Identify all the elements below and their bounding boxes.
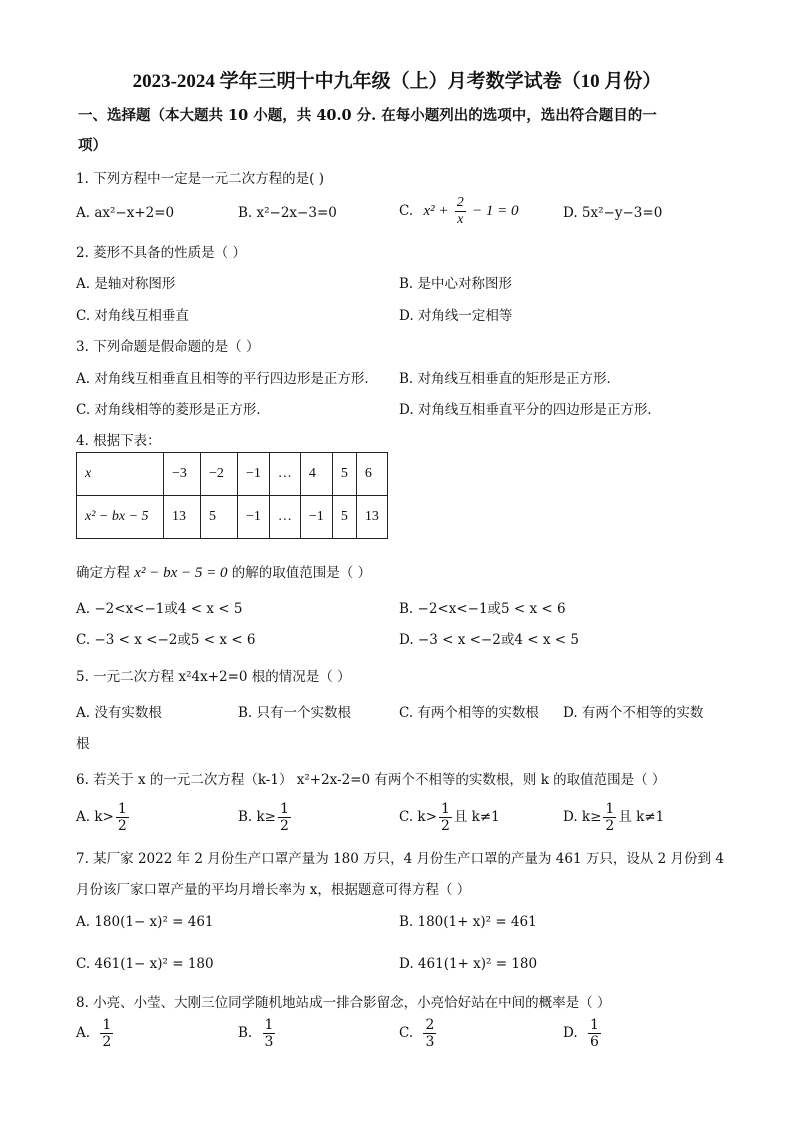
question-7-line2: 月份该厂家口罩产量的平均月增长率为 x，根据题意可得方程（ ）	[76, 882, 471, 898]
q6-d-num: 1	[605, 801, 615, 817]
question-3-stem: 3. 下列命题是假命题的是（ ）	[76, 339, 260, 355]
table-cell: 6	[356, 453, 387, 496]
q6-d-fraction	[603, 802, 616, 833]
q4-option-d: D. −3 < x <−2或4 < x < 5	[399, 632, 579, 648]
page-title: 2023-2024 学年三明十中九年级（上）月考数学试卷（10 月份）	[132, 71, 662, 92]
q6-d-pre: D. k≥	[563, 809, 602, 825]
table-cell: x² − bx − 5	[77, 496, 164, 539]
q4-option-a: A. −2<x<−1或4 < x < 5	[76, 601, 243, 617]
q3-option-b: B. 对角线互相垂直的矩形是正方形．	[399, 371, 621, 387]
q8-a-den: 2	[102, 1034, 112, 1050]
q2-option-c: C. 对角线互相垂直	[76, 308, 189, 324]
q6-d-den: 2	[605, 818, 615, 834]
q7-option-c: C. 461(1− x)² = 180	[76, 956, 214, 972]
q6-option-c	[399, 802, 500, 833]
q5-option-b: B. 只有一个实数根	[238, 705, 352, 721]
q8-b-label: B.	[238, 1025, 253, 1041]
q8-c-label: C.	[399, 1025, 414, 1041]
q8-c-den: 3	[425, 1034, 435, 1050]
question-1-stem: 1. 下列方程中一定是一元二次方程的是( )	[76, 171, 324, 187]
q5-option-d-cont: 根	[76, 736, 90, 752]
table-row	[77, 496, 388, 539]
q8-option-b	[238, 1018, 277, 1049]
q5-option-c: C. 有两个相等的实数根	[399, 705, 539, 721]
q6-c-fraction	[439, 802, 452, 833]
table-cell: 13	[164, 496, 201, 539]
q6-c-post: 且 k≠1	[453, 809, 500, 825]
q6-b-den: 2	[280, 818, 289, 834]
table-cell: −1	[300, 496, 332, 539]
q1-c-fraction	[455, 196, 466, 227]
q1-option-a: A. ax²−x+2=0	[76, 205, 175, 221]
q5-option-a: A. 没有实数根	[76, 705, 162, 721]
q1-option-c	[399, 196, 519, 227]
q8-option-c	[399, 1018, 438, 1049]
q8-b-num: 1	[264, 1017, 274, 1033]
q8-option-a	[76, 1018, 115, 1049]
q6-option-b	[238, 802, 293, 833]
table-cell: …	[269, 453, 300, 496]
question-7-line1: 7. 某厂家 2022 年 2 月份生产口罩产量为 180 万只，4 月份生产口罩的产量为 461 万只，设从 2 月份到 4	[76, 851, 724, 867]
q6-option-d	[563, 802, 664, 833]
q4-ask-math: x² − bx − 5 = 0	[134, 565, 228, 581]
table-row	[77, 453, 388, 496]
q4-ask-pre: 确定方程	[76, 565, 130, 581]
q4-option-c: C. −3 < x <−2或5 < x < 6	[76, 632, 256, 648]
section-heading: 一、选择题（本大题共 10 小题，共 40.0 分. 在每小题列出的选项中，选出符合题目的一	[78, 107, 657, 124]
q6-c-den: 2	[440, 818, 450, 834]
q6-c-num: 1	[440, 801, 450, 817]
q3-option-d: D. 对角线互相垂直平分的四边形是正方形．	[399, 402, 661, 418]
question-8-stem: 8. 小亮、小莹、大刚三位同学随机地站成一排合影留念，小亮恰好站在中间的概率是（ ）	[76, 995, 611, 1011]
q3-option-a: A. 对角线互相垂直且相等的平行四边形是正方形．	[76, 371, 378, 387]
q1-c-math-post: − 1 = 0	[472, 203, 519, 219]
q4-option-b: B. −2<x<−1或5 < x < 6	[399, 601, 566, 617]
q8-b-den: 3	[264, 1034, 274, 1050]
q1-option-b: B. x²−2x−3=0	[238, 205, 337, 221]
question-2-stem: 2. 菱形不具备的性质是（ ）	[76, 245, 246, 261]
question-6-stem: 6. 若关于 x 的一元二次方程（k-1） x²+2x-2=0 有两个不相等的实数根，则 k 的取值范围是（ ）	[76, 772, 666, 788]
q5-option-d: D. 有两个不相等的实数	[563, 705, 704, 721]
question-5-stem: 5. 一元二次方程 x²4x+2=0 根的情况是（ ）	[76, 669, 351, 685]
q7-option-a: A. 180(1− x)² = 461	[76, 914, 214, 930]
q8-d-den: 6	[589, 1034, 599, 1050]
table-cell: 4	[300, 453, 332, 496]
section-heading-cont: 项）	[78, 137, 107, 154]
table-cell: 5	[332, 453, 356, 496]
q6-a-fraction	[116, 802, 129, 833]
table-cell: 5	[201, 496, 238, 539]
q6-d-post: 且 k≠1	[618, 809, 665, 825]
q1-c-den: x	[457, 212, 464, 227]
q8-a-num: 1	[102, 1017, 112, 1033]
q8-option-d	[563, 1018, 603, 1049]
table-cell: −3	[164, 453, 201, 496]
q1-option-d: D. 5x²−y−3=0	[563, 205, 663, 221]
q6-option-a	[76, 802, 131, 833]
value-table	[76, 452, 388, 539]
q3-option-c: C. 对角线相等的菱形是正方形．	[76, 402, 270, 418]
q1-option-c-label: C.	[399, 203, 414, 219]
q4-ask	[76, 561, 371, 582]
table-cell: x	[77, 453, 164, 496]
q8-a-fraction	[100, 1018, 113, 1049]
q8-b-fraction	[263, 1018, 276, 1049]
q8-c-fraction	[423, 1018, 436, 1049]
q2-option-b: B. 是中心对称图形	[399, 276, 513, 292]
q8-d-fraction	[588, 1018, 601, 1049]
q6-a-num: 1	[117, 801, 127, 817]
q6-c-pre: C. k>	[399, 809, 437, 825]
q4-ask-post: 的解的取值范围是（ ）	[231, 565, 372, 581]
q7-option-d: D. 461(1+ x)² = 180	[399, 956, 538, 972]
q6-b-fraction	[278, 802, 291, 833]
q6-b-pre: B. k≥	[238, 809, 276, 825]
q8-a-label: A.	[76, 1025, 91, 1041]
q6-b-num: 1	[280, 801, 289, 817]
q1-c-num: 2	[456, 195, 464, 210]
q2-option-a: A. 是轴对称图形	[76, 276, 176, 292]
table-cell: 5	[332, 496, 356, 539]
table-cell: 13	[356, 496, 387, 539]
q8-d-num: 1	[589, 1017, 599, 1033]
q2-option-d: D. 对角线一定相等	[399, 308, 513, 324]
q7-option-b: B. 180(1+ x)² = 461	[399, 914, 537, 930]
table-cell: −1	[238, 496, 270, 539]
q8-c-num: 2	[425, 1017, 435, 1033]
question-4-stem: 4. 根据下表：	[76, 433, 161, 449]
q6-a-den: 2	[117, 818, 127, 834]
q1-c-math-pre: x² +	[423, 203, 449, 219]
table-cell: …	[269, 496, 300, 539]
q8-d-label: D.	[563, 1025, 578, 1041]
q6-a-pre: A. k>	[76, 809, 114, 825]
table-cell: −1	[238, 453, 270, 496]
table-cell: −2	[201, 453, 238, 496]
